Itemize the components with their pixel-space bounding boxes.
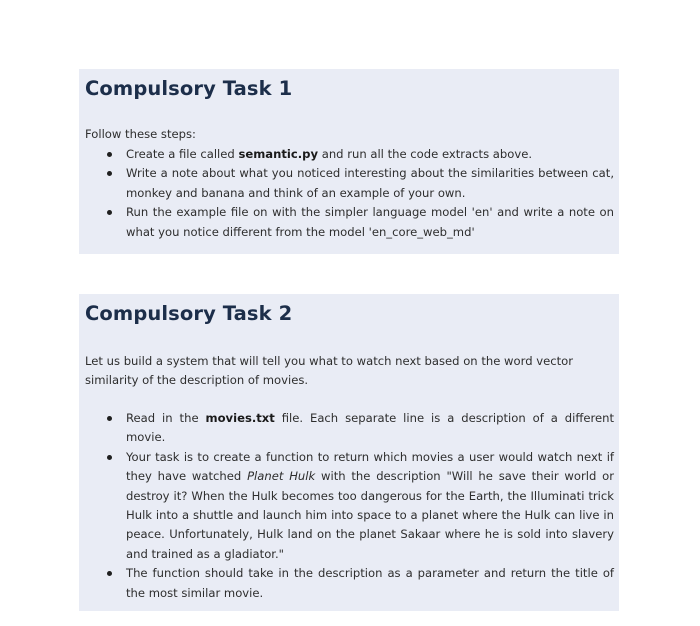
- task-2-title: Compulsory Task 2: [85, 302, 293, 325]
- bullet-text-part: with the description "Will he save their world or destroy it? When the Hulk becomes too dangerous for the Earth, the Illuminati trick Hulk into a shuttle and launch him into space to a planet where the Hulk can live in peace. Unfortunately, Hulk land on the planet Sakaar where he is sold into slavery and trained as a gladiator.": [126, 469, 615, 561]
- bullet-text: Run the example file on with the simpler language model 'en' and write a note on what you notice different from the model 'en_core_web_md': [126, 205, 614, 239]
- task-2-intro: Let us build a system that will tell you what to watch next based on the word vector similarity of the description of movies.: [85, 354, 574, 388]
- bullet-dot-icon: [107, 152, 112, 157]
- task-2-bullet-list: [79, 409, 614, 603]
- filename-bold: semantic.py: [238, 147, 319, 161]
- bullet-text-part: and run all the code extracts above.: [318, 147, 533, 161]
- task-2-bullet-2: [79, 448, 614, 564]
- task-1-bullet-3: [79, 203, 614, 242]
- task-1-bullet-list: [79, 145, 614, 242]
- bullet-text: [126, 448, 614, 564]
- bullet-text: Write a note about what you noticed interesting about the similarities between cat, monkey and banana and think of an example of your own.: [126, 166, 614, 200]
- task-1-title: Compulsory Task 1: [85, 77, 293, 100]
- task-2-section: [79, 294, 619, 611]
- bullet-text-part: Your task is to create a function to return which movies a user would watch next if they have watched: [126, 449, 614, 484]
- bullet-dot-icon: [107, 455, 112, 460]
- task-2-bullet-3: [79, 564, 614, 603]
- filename-bold: movies.txt: [205, 411, 275, 425]
- bullet-dot-icon: [107, 571, 112, 576]
- bullet-text-part: Read in the: [126, 411, 206, 425]
- task-1-section: [79, 69, 619, 254]
- task-1-intro: Follow these steps:: [85, 127, 196, 141]
- bullet-text-part: Create a file called: [126, 147, 239, 161]
- bullet-text: [126, 145, 614, 164]
- bullet-text: [126, 409, 614, 448]
- bullet-text-part: file. Each separate line is a description of a different movie.: [126, 411, 614, 445]
- task-1-bullet-1: [79, 145, 614, 164]
- task-2-bullet-1: [79, 409, 614, 448]
- bullet-dot-icon: [107, 210, 112, 215]
- bullet-text: The function should take in the description as a parameter and return the title of the most similar movie.: [126, 566, 614, 600]
- bullet-dot-icon: [107, 171, 112, 176]
- bullet-dot-icon: [107, 416, 112, 421]
- movie-title-italic: Planet Hulk: [247, 469, 316, 484]
- task-1-bullet-2: [79, 164, 614, 203]
